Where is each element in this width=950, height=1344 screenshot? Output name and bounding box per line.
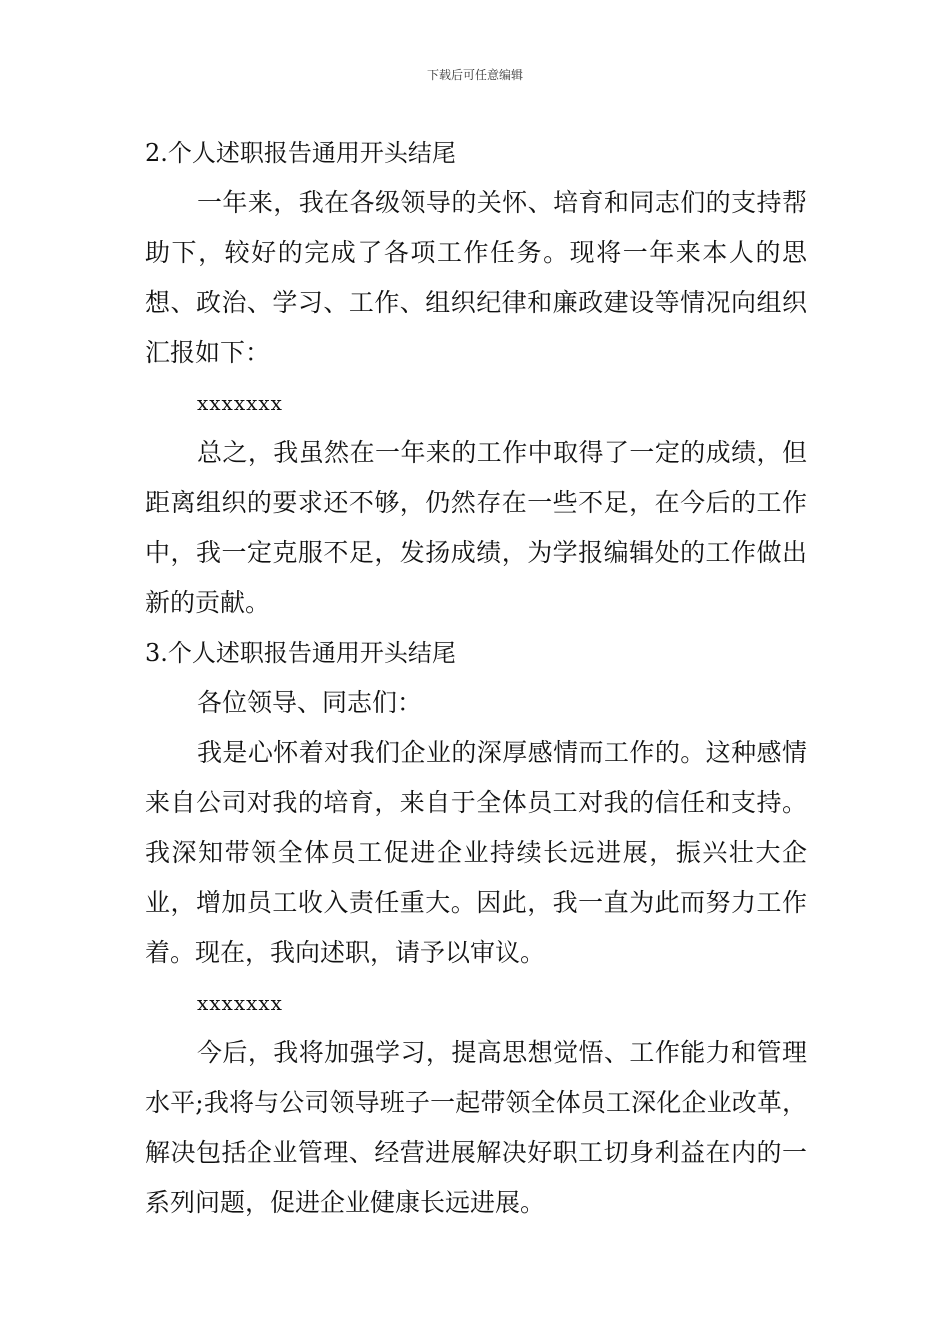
- section-3-paragraph-2: 今后，我将加强学习，提高思想觉悟、工作能力和管理水平;我将与公司领导班子一起带领全体员工深化企业改革，解决包括企业管理、经营进展解决好职工切身利益在内的一系列问题，促进企业健康长远进展。: [145, 1038, 807, 1217]
- section-3-placeholder: xxxxxxx: [197, 991, 283, 1015]
- section-3-paragraph-1: 我是心怀着对我们企业的深厚感情而工作的。这种感情来自公司对我的培育，来自于全体员工对我的信任和支持。我深知带领全体员工促进企业持续长远进展，振兴壮大企业，增加员工收入责任重大。因此，我一直为此而努力工作着。现在，我向述职，请予以审议。: [145, 738, 807, 967]
- section-3-greeting: 各位领导、同志们：: [197, 688, 423, 717]
- section-3-heading: 3.个人述职报告通用开头结尾: [145, 639, 456, 667]
- section-2-paragraph-2: 总之，我虽然在一年来的工作中取得了一定的成绩，但距离组织的要求还不够，仍然存在一些不足，在今后的工作中，我一定克服不足，发扬成绩，为学报编辑处的工作做出新的贡献。: [145, 438, 807, 617]
- document-body: [145, 128, 807, 1228]
- section-2-placeholder: xxxxxxx: [197, 391, 283, 415]
- section-2-heading: 2.个人述职报告通用开头结尾: [145, 139, 456, 167]
- section-2-paragraph-1: 一年来，我在各级领导的关怀、培育和同志们的支持帮助下，较好的完成了各项工作任务。现将一年来本人的思想、政治、学习、工作、组织纪律和廉政建设等情况向组织汇报如下：: [145, 188, 807, 367]
- header-note: 下载后可任意编辑: [426, 68, 523, 82]
